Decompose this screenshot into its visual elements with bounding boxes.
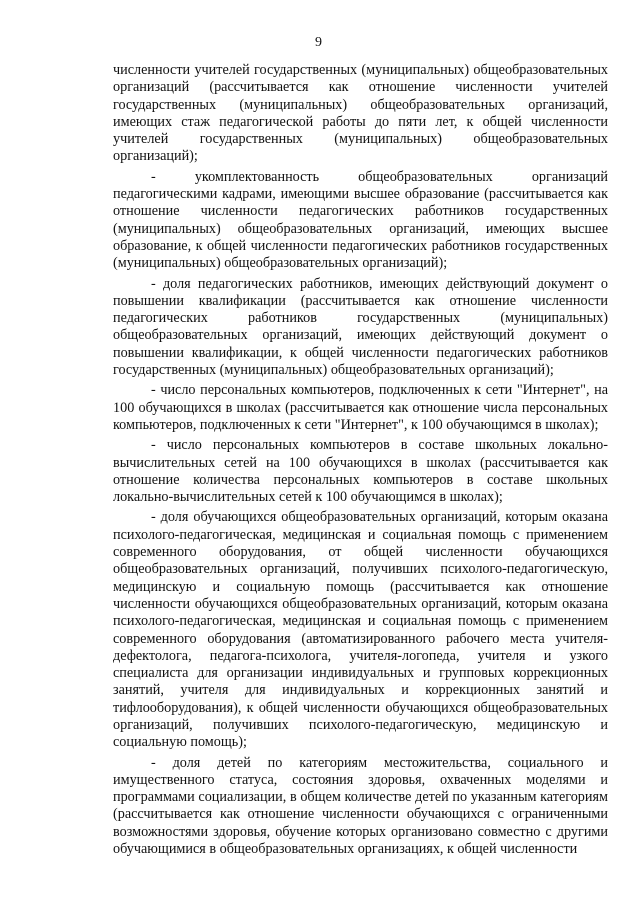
document-body [113,62,608,861]
paragraph: численности учителей государственных (муниципальных) общеобразовательных организаций (рассчитывается как отношение численности учителей государственных (муниципальных) общеобразовательных организаций, имеющих стаж педагогической работы до пяти лет, к общей численности учителей государственных (муниципальных) общеобразовательных организаций); [113,62,608,165]
paragraph: - укомплектованность общеобразовательных организаций педагогическими кадрами, имеющими высшее образование (рассчитывается как отношение численности педагогических работников государственных (муниципальных) общеобразовательных организаций, имеющих высшее образование, к общей численности педагогических работников государственных (муниципальных) общеобразовательных организаций); [113,168,608,272]
paragraph: - число персональных компьютеров в составе школьных локально-вычислительных сетей на 100 обучающихся в школах (рассчитывается как отношение количества персональных компьютеров в составе школьных локально-вычислительных сетей к 100 обучающимся в школах); [113,437,608,506]
paragraph: - число персональных компьютеров, подключенных к сети "Интернет", на 100 обучающихся в школах (рассчитывается как отношение числа персональных компьютеров, подключенных к сети "Интернет", к 100 обучающимся в школах); [113,382,608,433]
paragraph: - доля детей по категориям местожительства, социального и имущественного статуса, состояния здоровья, охваченных моделями и программами социализации, в общем количестве детей по указанным категориям (рассчитывается как отношение численности обучающихся с ограниченными возможностями здоровья, обучение которых организовано совместно с другими обучающимися в общеобразовательных организациях, к общей численности [113,754,608,858]
page-number: 9 [315,35,322,50]
paragraph: - доля обучающихся общеобразовательных организаций, которым оказана психолого-педагогическая, медицинская и социальная помощь с применением современного оборудования, от общей численности обучающихся общеобразовательных организаций, получивших психолого-педагогическую, медицинскую и социальную помощь (рассчитывается как отношение численности обучающихся общеобразовательных организаций, которым оказана психолого-педагогическая, медицинская и социальная помощь с применением современного оборудования (автоматизированного рабочего места учителя-дефектолога, педагога-психолога, учителя-логопеда, учителя и узкого специалиста для организации индивидуальных и групповых коррекционных занятий, учителя для индивидуальных и коррекционных занятий и тифлооборудования), к общей численности обучающихся общеобразовательных организаций, получивших психолого-педагогическую, медицинскую и социальную помощь); [113,509,608,751]
paragraph: - доля педагогических работников, имеющих действующий документ о повышении квалификации (рассчитывается как отношение численности педагогических работников государственных (муниципальных) общеобразовательных организаций, имеющих действующий документ о повышении квалификации, к общей численности педагогических работников государственных (муниципальных) общеобразовательных организаций); [113,275,608,379]
